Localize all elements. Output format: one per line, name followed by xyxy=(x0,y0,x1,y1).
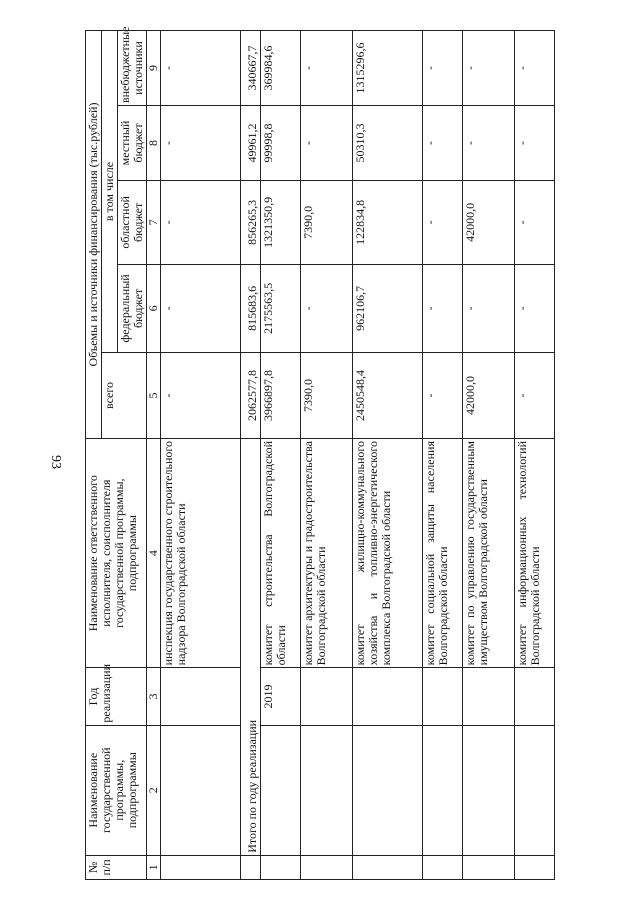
header-executor: Наименование ответственного исполнителя, соисполнителя государственной программы, подпрограммы xyxy=(86,439,147,668)
table-row: комитет архитектуры и градостроительства Волгоградской области 7390,0 - 7390,0 - - xyxy=(301,31,353,880)
column-number: 5 xyxy=(147,353,161,439)
table-row: комитет информационных технологий Волгоградской области - - - - - xyxy=(515,31,555,880)
column-number: 3 xyxy=(147,668,161,725)
table-row: комитет социальной защиты населения Волгоградской области - - - - - xyxy=(423,31,463,880)
table-row: 2019 комитет строительства Волгоградской области 3966897,8 2175563,5 1321350,9 99998,8 369984,6 xyxy=(261,31,301,880)
header-including: в том числе xyxy=(102,31,118,353)
year-cell: 2019 xyxy=(261,668,301,725)
header-no: № п/п xyxy=(86,855,147,879)
header-program: Наименование государственной программы, подпрограммы xyxy=(86,725,147,855)
financing-table xyxy=(85,26,555,880)
header-federal: федеральный бюджет xyxy=(118,264,147,352)
table-row: комитет жилищно-коммунального хозяйства и топливно-энергетического комплекса Волгоградской области 2450548,4 962106,7 122834,8 50310,3 1315296,6 xyxy=(353,31,423,880)
header-year: Год реализации xyxy=(86,668,147,725)
header-total: всего xyxy=(102,353,147,439)
column-number-row xyxy=(147,31,161,880)
header-local: местный бюджет xyxy=(118,106,147,181)
rotated-content xyxy=(85,10,555,880)
column-number: 8 xyxy=(147,106,161,181)
page-number: 93 xyxy=(48,455,63,469)
column-number: 6 xyxy=(147,264,161,352)
header-extra: внебюджетные источники xyxy=(118,31,147,106)
column-number: 2 xyxy=(147,725,161,855)
header-regional: областной бюджет xyxy=(118,181,147,265)
table-row: инспекция государственного строительного надзора Волгоградской области - - - - - xyxy=(161,31,241,880)
table-row: комитет по управлению государственным имуществом Волгоградской области 42000,0 - 42000,0 - - xyxy=(463,31,515,880)
column-number: 9 xyxy=(147,31,161,106)
total-label: Итого по году реализации xyxy=(241,439,261,856)
total-row: Итого по году реализации 2062577,8 815683,6 856265,3 49961,2 340667,7 xyxy=(241,31,261,880)
column-number: 4 xyxy=(147,439,161,668)
executor-cell: инспекция государственного строительного надзора Волгоградской области xyxy=(161,439,241,668)
header-volumes: Объемы и источники финансирования (тыс.рублей) xyxy=(86,31,102,439)
column-number: 7 xyxy=(147,181,161,265)
column-number: 1 xyxy=(147,855,161,879)
